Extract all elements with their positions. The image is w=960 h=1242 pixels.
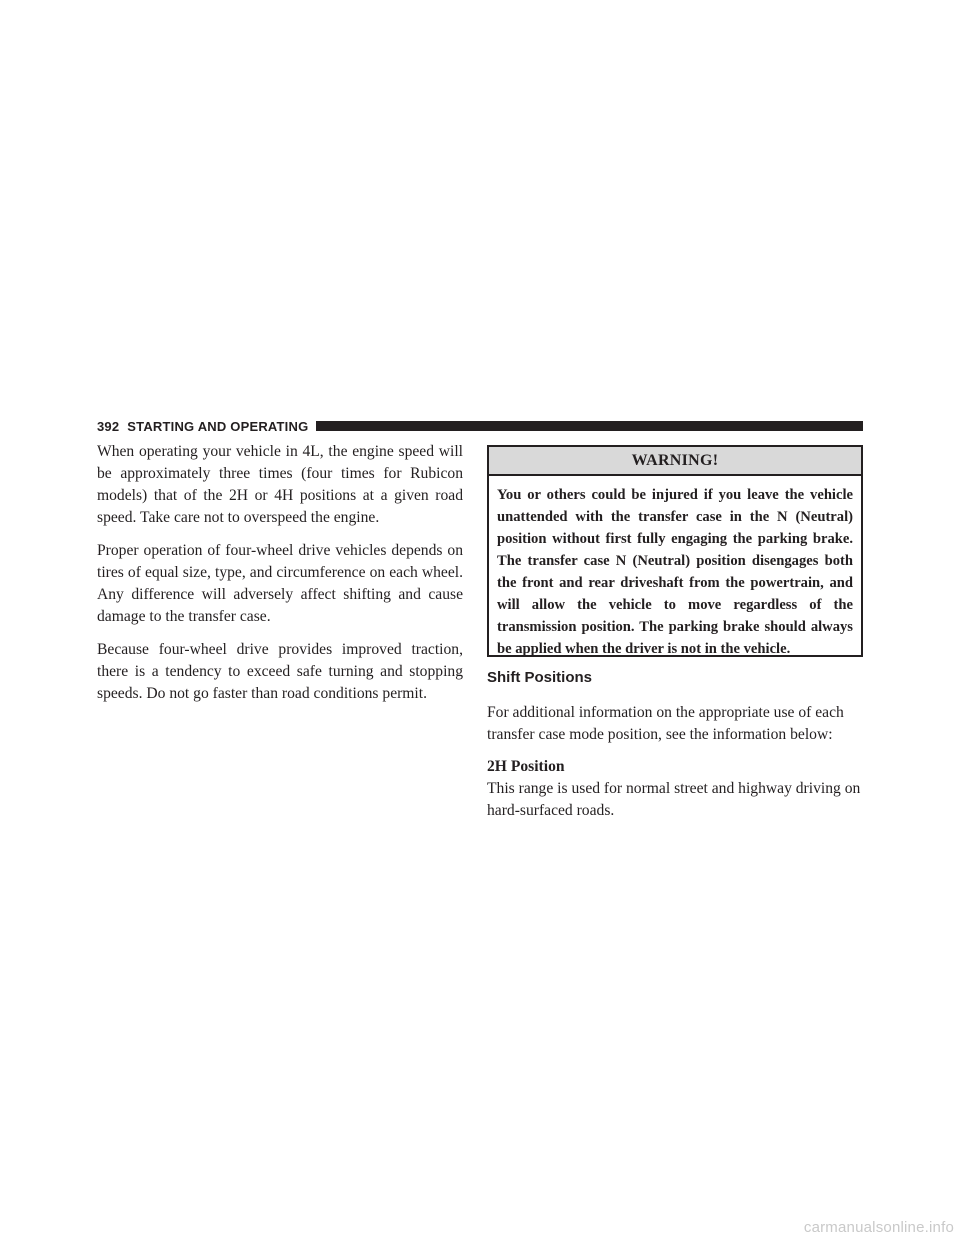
page-header	[97, 417, 863, 435]
right-column	[487, 668, 863, 832]
2h-position-heading: 2H Position	[487, 758, 565, 775]
warning-box	[487, 445, 863, 657]
section-title: STARTING AND OPERATING	[127, 418, 309, 434]
2h-position-text: This range is used for normal street and highway driving on hard-surfaced roads.	[487, 780, 861, 819]
page-number: 392	[97, 418, 120, 434]
paragraph-traction-speed: Because four-wheel drive provides improved traction, there is a tendency to exceed safe turning and stopping speeds. Do not go faster than road conditions permit.	[97, 641, 463, 702]
paragraph-4l-engine-speed: When operating your vehicle in 4L, the engine speed will be approximately three times (four times for Rubicon models) that of the 2H or 4H positions at a given road speed. Take care not to overspeed the engine.	[97, 443, 463, 526]
warning-title: WARNING!	[489, 447, 861, 476]
shift-positions-heading: Shift Positions	[487, 669, 592, 686]
shift-positions-intro: For additional information on the appropriate use of each transfer case mode position, see the information below:	[487, 704, 844, 743]
warning-body: You or others could be injured if you leave the vehicle unattended with the transfer case in the N (Neutral) position without first fully engaging the parking brake. The transfer case N (Neutral) position disengages both the front and rear driveshaft from the powertrain, and will allow the vehicle to move regardless of the transmission position. The parking brake should always be applied when the driver is not in the vehicle.	[497, 487, 853, 657]
paragraph-tire-requirements: Proper operation of four-wheel drive vehicles depends on tires of equal size, type, and circumference on each wheel. Any difference will adversely affect shifting and cause damage to the transfer case.	[97, 542, 463, 625]
header-rule	[316, 421, 863, 431]
2h-position-section	[487, 756, 863, 822]
watermark: carmanualsonline.info	[803, 1219, 954, 1236]
left-column	[97, 441, 463, 716]
